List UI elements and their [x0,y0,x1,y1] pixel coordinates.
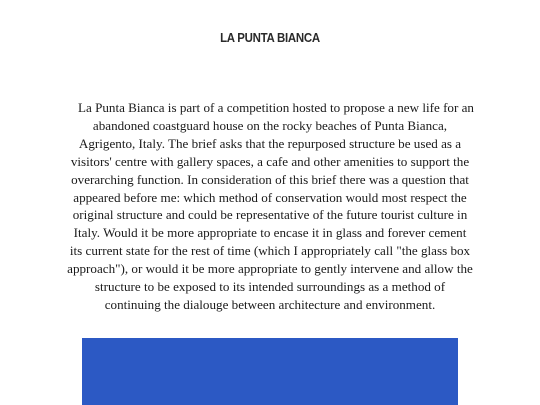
project-image [82,338,458,405]
project-description: La Punta Bianca is part of a competition hosted to propose a new life for an abandoned coastguard house on the rocky beaches of Punta Bianca, Agrigento, Italy. The brief asks that the repurposed structure be used as a visitors' centre with gallery spaces, a cafe and other amenities to support the overarching function. In consideration of this brief there was a question that appeared before me: which method of conservation would most respect the original structure and could be representative of the future tourist culture in Italy. Would it be more appropriate to encase it in glass and forever cement its current state for the rest of time (which I appropriately call "the glass box approach"), or would it be more appropriate to gently intervene and allow the structure to be exposed to its intended surroundings as a method of continuing the dialouge between architecture and environment. [67,100,474,312]
project-title: LA PUNTA BIANCA [220,30,320,45]
